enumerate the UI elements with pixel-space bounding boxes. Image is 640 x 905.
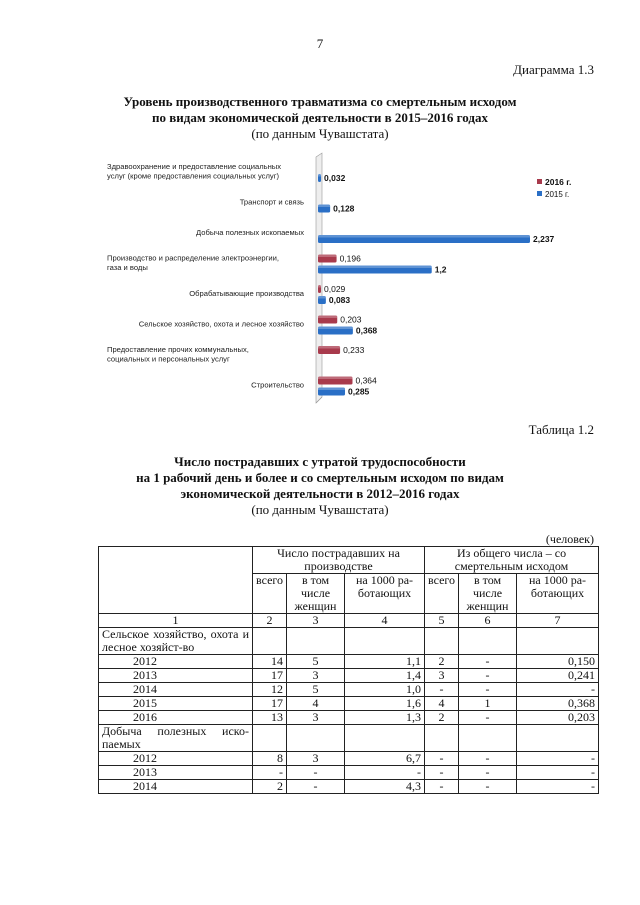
section-row bbox=[99, 725, 599, 752]
statistics-table bbox=[98, 546, 599, 794]
year-cell: 2015 bbox=[99, 697, 253, 711]
category-label-line: Добыча полезных ископаемых bbox=[196, 228, 304, 237]
category-label-line: газа и воды bbox=[107, 263, 148, 272]
category-group bbox=[107, 254, 279, 273]
total-cell: 8 bbox=[253, 752, 287, 766]
table-row bbox=[99, 697, 599, 711]
fatal-total-cell: 2 bbox=[425, 711, 459, 725]
women-cell: - bbox=[287, 780, 345, 794]
bar-highlight bbox=[318, 296, 326, 299]
table-source: (по данным Чувашстата) bbox=[251, 502, 389, 517]
column-number: 1 bbox=[99, 614, 253, 628]
header-group-fatal: Из общего числа – со смертельным исходом bbox=[425, 547, 599, 574]
table-body bbox=[99, 614, 599, 794]
category-group bbox=[251, 381, 304, 390]
fatal-total-cell: - bbox=[425, 766, 459, 780]
table-row bbox=[99, 683, 599, 697]
bar-highlight bbox=[318, 377, 352, 380]
bar-highlight bbox=[318, 388, 345, 391]
fatal-total-cell: - bbox=[425, 683, 459, 697]
total-cell: 13 bbox=[253, 711, 287, 725]
data-label: 0,364 bbox=[355, 375, 377, 386]
column-number: 2 bbox=[253, 614, 287, 628]
data-label: 0,128 bbox=[333, 203, 355, 214]
data-label: 0,032 bbox=[324, 173, 346, 183]
fatal-total-cell: 4 bbox=[425, 697, 459, 711]
empty-cell bbox=[517, 628, 599, 655]
category-group bbox=[189, 289, 305, 298]
category-label bbox=[107, 162, 281, 181]
bar-highlight bbox=[318, 266, 432, 269]
legend-label: 2015 г. bbox=[545, 190, 570, 199]
table-row bbox=[99, 752, 599, 766]
section-row bbox=[99, 628, 599, 655]
women-cell: - bbox=[287, 766, 345, 780]
column-number: 5 bbox=[425, 614, 459, 628]
empty-cell bbox=[287, 628, 345, 655]
per1000-cell: 6,7 bbox=[345, 752, 425, 766]
subheader-fatal-total: всего bbox=[425, 574, 459, 614]
category-label-line: услуг (кроме предоставления социальных услуг) bbox=[107, 171, 279, 181]
diagram-title bbox=[0, 94, 640, 142]
page-number: 7 bbox=[316, 36, 324, 51]
year-cell: 2012 bbox=[99, 752, 253, 766]
category-label-line: Сельское хозяйство, охота и лесное хозяйство bbox=[138, 319, 304, 329]
women-cell: 3 bbox=[287, 669, 345, 683]
data-label: 0,203 bbox=[340, 314, 362, 325]
category-label-line: социальных и персональных услуг bbox=[107, 354, 230, 364]
column-number: 7 bbox=[517, 614, 599, 628]
category-group bbox=[107, 162, 281, 181]
fatal-total-cell: 2 bbox=[425, 655, 459, 669]
per1000-cell: 1,3 bbox=[345, 711, 425, 725]
diagram-source: (по данным Чувашстата) bbox=[251, 126, 389, 141]
column-number: 3 bbox=[287, 614, 345, 628]
empty-cell bbox=[345, 725, 425, 752]
empty-cell bbox=[459, 628, 517, 655]
year-cell: 2014 bbox=[99, 683, 253, 697]
header-corner bbox=[99, 547, 253, 614]
per1000-cell: - bbox=[345, 766, 425, 780]
year-cell: 2013 bbox=[99, 766, 253, 780]
table-title-line1: Число пострадавших с утратой трудоспособности bbox=[174, 454, 466, 469]
data-label: 2,237 bbox=[533, 234, 555, 244]
table-label: Таблица 1.2 bbox=[528, 422, 594, 437]
column-number-row bbox=[99, 614, 599, 628]
subheader-fatal-per1000: на 1000 ра-ботающих bbox=[517, 574, 599, 614]
category-group bbox=[196, 228, 304, 237]
fatal-women-cell: - bbox=[459, 766, 517, 780]
total-cell: - bbox=[253, 766, 287, 780]
bar-highlight bbox=[318, 316, 337, 319]
data-label: 0,233 bbox=[343, 345, 365, 355]
category-label-line: Производство и распределение электроэнергии, bbox=[107, 253, 280, 263]
table-title-line2: на 1 рабочий день и более и со смертельным исходом по видам bbox=[136, 470, 504, 485]
fatal-women-cell: - bbox=[459, 655, 517, 669]
women-cell: 5 bbox=[287, 655, 345, 669]
category-group bbox=[139, 320, 304, 329]
column-number: 6 bbox=[459, 614, 517, 628]
fatal-women-cell: - bbox=[459, 752, 517, 766]
fatal-women-cell: - bbox=[459, 780, 517, 794]
category-label bbox=[189, 289, 305, 298]
category-group bbox=[240, 198, 304, 207]
year-cell: 2013 bbox=[99, 669, 253, 683]
data-label: 0,196 bbox=[339, 253, 361, 264]
total-cell: 2 bbox=[253, 780, 287, 794]
table-row bbox=[99, 780, 599, 794]
women-cell: 4 bbox=[287, 697, 345, 711]
category-label bbox=[139, 320, 304, 329]
section-name: Добыча полезных иско-паемых bbox=[99, 725, 253, 752]
year-cell: 2012 bbox=[99, 655, 253, 669]
empty-cell bbox=[253, 725, 287, 752]
data-label: 0,368 bbox=[355, 325, 378, 336]
fatal-total-cell: - bbox=[425, 752, 459, 766]
subheader-fatal-women: в том числе женщин bbox=[459, 574, 517, 614]
fatal-per1000-cell: - bbox=[517, 766, 599, 780]
fatal-women-cell: - bbox=[459, 683, 517, 697]
fatal-per1000-cell: - bbox=[517, 780, 599, 794]
year-cell: 2016 bbox=[99, 711, 253, 725]
data-label: 1,2 bbox=[434, 264, 447, 275]
fatal-per1000-cell: - bbox=[517, 683, 599, 697]
fatal-women-cell: 1 bbox=[459, 697, 517, 711]
category-label bbox=[240, 198, 304, 207]
diagram-label: Диаграмма 1.3 bbox=[513, 62, 594, 77]
subheader-per1000: на 1000 ра-ботающих bbox=[345, 574, 425, 614]
category-label-line: Предоставление прочих коммунальных, bbox=[107, 345, 249, 354]
data-label: 0,029 bbox=[324, 284, 346, 294]
table-row bbox=[99, 655, 599, 669]
fatal-per1000-cell: - bbox=[517, 752, 599, 766]
category-label bbox=[251, 381, 304, 390]
total-cell: 12 bbox=[253, 683, 287, 697]
bar-highlight bbox=[318, 327, 353, 330]
empty-cell bbox=[253, 628, 287, 655]
category-label bbox=[107, 345, 249, 364]
table-row bbox=[99, 766, 599, 780]
fatal-per1000-cell: 0,150 bbox=[517, 655, 599, 669]
section-name: Сельское хозяйство, охота и лесное хозяйст-во bbox=[99, 628, 253, 655]
category-label-line: Здравоохранение и предоставление социальных bbox=[107, 162, 282, 171]
fatal-women-cell: - bbox=[459, 711, 517, 725]
fatal-per1000-cell: 0,203 bbox=[517, 711, 599, 725]
bar-highlight bbox=[318, 205, 330, 208]
data-label: 0,285 bbox=[348, 386, 370, 397]
legend-swatch-2016 bbox=[537, 179, 542, 184]
per1000-cell: 4,3 bbox=[345, 780, 425, 794]
empty-cell bbox=[287, 725, 345, 752]
category-group bbox=[107, 345, 249, 364]
legend-swatch-2015 bbox=[537, 191, 542, 196]
total-cell: 17 bbox=[253, 697, 287, 711]
table-title-line3: экономической деятельности в 2012–2016 годах bbox=[180, 486, 460, 501]
empty-cell bbox=[425, 725, 459, 752]
bar-chart bbox=[0, 150, 640, 412]
category-label-line: Строительство bbox=[251, 380, 304, 390]
subheader-total: всего bbox=[253, 574, 287, 614]
bar-highlight bbox=[318, 235, 530, 238]
fatal-total-cell: - bbox=[425, 780, 459, 794]
fatal-per1000-cell: 0,368 bbox=[517, 697, 599, 711]
category-label-line: Обрабатывающие производства bbox=[189, 289, 304, 298]
per1000-cell: 1,6 bbox=[345, 697, 425, 711]
table-row bbox=[99, 669, 599, 683]
subheader-women: в том числе женщин bbox=[287, 574, 345, 614]
per1000-cell: 1,1 bbox=[345, 655, 425, 669]
women-cell: 3 bbox=[287, 711, 345, 725]
table-row bbox=[99, 711, 599, 725]
column-number: 4 bbox=[345, 614, 425, 628]
per1000-cell: 1,0 bbox=[345, 683, 425, 697]
category-label bbox=[196, 228, 304, 237]
bar-highlight bbox=[318, 285, 321, 288]
category-label bbox=[107, 254, 279, 273]
empty-cell bbox=[425, 628, 459, 655]
legend-label: 2016 г. bbox=[545, 177, 572, 187]
bar-highlight bbox=[318, 174, 321, 177]
fatal-total-cell: 3 bbox=[425, 669, 459, 683]
data-label: 0,083 bbox=[328, 295, 351, 305]
category-label-line: Транспорт и связь bbox=[239, 197, 304, 207]
header-group-victims: Число пострадавших на производстве bbox=[253, 547, 425, 574]
total-cell: 14 bbox=[253, 655, 287, 669]
women-cell: 5 bbox=[287, 683, 345, 697]
empty-cell bbox=[459, 725, 517, 752]
fatal-women-cell: - bbox=[459, 669, 517, 683]
bar-highlight bbox=[318, 255, 337, 258]
fatal-per1000-cell: 0,241 bbox=[517, 669, 599, 683]
table-unit: (человек) bbox=[545, 532, 594, 546]
bar-highlight bbox=[318, 346, 340, 349]
chart-axis-wall bbox=[316, 153, 322, 403]
empty-cell bbox=[345, 628, 425, 655]
empty-cell bbox=[517, 725, 599, 752]
women-cell: 3 bbox=[287, 752, 345, 766]
total-cell: 17 bbox=[253, 669, 287, 683]
diagram-title-line2: по видам экономической деятельности в 2015–2016 годах bbox=[152, 110, 488, 125]
diagram-title-line1: Уровень производственного травматизма со смертельным исходом bbox=[123, 94, 517, 109]
table-title bbox=[0, 454, 640, 518]
year-cell: 2014 bbox=[99, 780, 253, 794]
per1000-cell: 1,4 bbox=[345, 669, 425, 683]
